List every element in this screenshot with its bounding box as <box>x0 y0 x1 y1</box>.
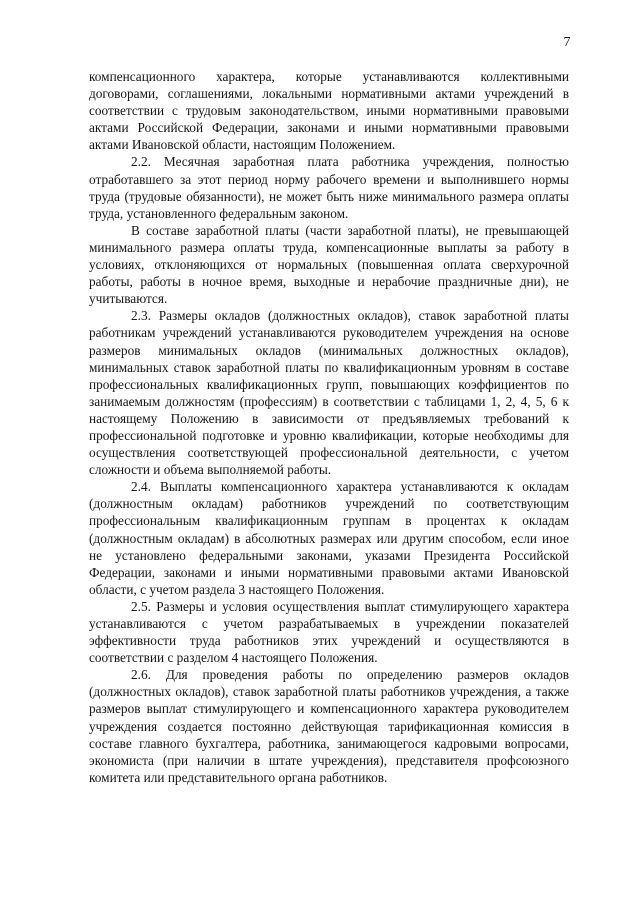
paragraph-2-2: 2.2. Месячная заработная плата работника учреждения, полностью отработавшего за этот период норму рабочего времени и выполнившего нормы труда (трудовые обязанности), не может быть ниже минимального размера оплаты труда, установленного федеральным законом. <box>89 154 569 221</box>
paragraph-continuation: компенсационного характера, которые устанавливаются коллективными договорами, соглашениями, локальными нормативными актами учреждений в соответствии с трудовым законодательством, иными нормативными правовыми актами Российской Федерации, законами и иными нормативными правовыми актами Ивановской области, настоящим Положением. <box>89 69 569 153</box>
paragraph-2-6: 2.6. Для проведения работы по определению размеров окладов (должностных окладов), ставок заработной платы работников учреждения, а также размеров выплат стимулирующего и компенсационного характера руководителем учреждения создается постоянно действующая тарификационная комиссия в составе главного бухгалтера, работника, занимающегося кадровыми вопросами, экономиста (при наличии в штате учреждения), представителя профсоюзного комитета или представительного органа работников. <box>89 667 569 785</box>
paragraph-2-2-continued: В составе заработной платы (части заработной платы), не превышающей минимального размера оплаты труда, компенсационные выплаты за работу в условиях, отклоняющихся от нормальных (повышенная оплата сверхурочной работы, работы в ночное время, выходные и нерабочие праздничные дни), не учитываются. <box>89 222 569 307</box>
paragraph-2-5: 2.5. Размеры и условия осуществления выплат стимулирующего характера устанавливаются с учетом разрабатываемых в учреждении показателей эффективности труда работников этих учреждений и осуществляются в соответствии с разделом 4 настоящего Положения. <box>89 598 569 666</box>
page-number: 7 <box>563 35 571 50</box>
document-body <box>89 68 569 786</box>
paragraph-2-4: 2.4. Выплаты компенсационного характера устанавливаются к окладам (должностным окладам) работников учреждений по соответствующим профессиональным квалификационным группам в процентах к окладам (должностным окладам) в абсолютных размерах или другим способом, если иное не установлено федеральными законами, указами Президента Российской Федерации, законами и иными нормативными правовыми актами Ивановской области, с учетом раздела 3 настоящего Положения. <box>89 479 569 597</box>
paragraph-2-3: 2.3. Размеры окладов (должностных окладов), ставок заработной платы работникам учреждений устанавливаются руководителем учреждения на основе размеров минимальных окладов (минимальных должностных окладов), минимальных ставок заработной платы по квалификационным уровням в составе профессиональных квалификационных групп, повышающих коэффициентов по занимаемым должностям (профессиям) в соответствии с таблицами 1, 2, 4, 5, 6 к настоящему Положению в зависимости от предъявляемых требований к профессиональной подготовке и уровню квалификации, которые необходимы для осуществления соответствующей профессиональной деятельности, с учетом сложности и объема выполняемой работы. <box>89 308 569 478</box>
